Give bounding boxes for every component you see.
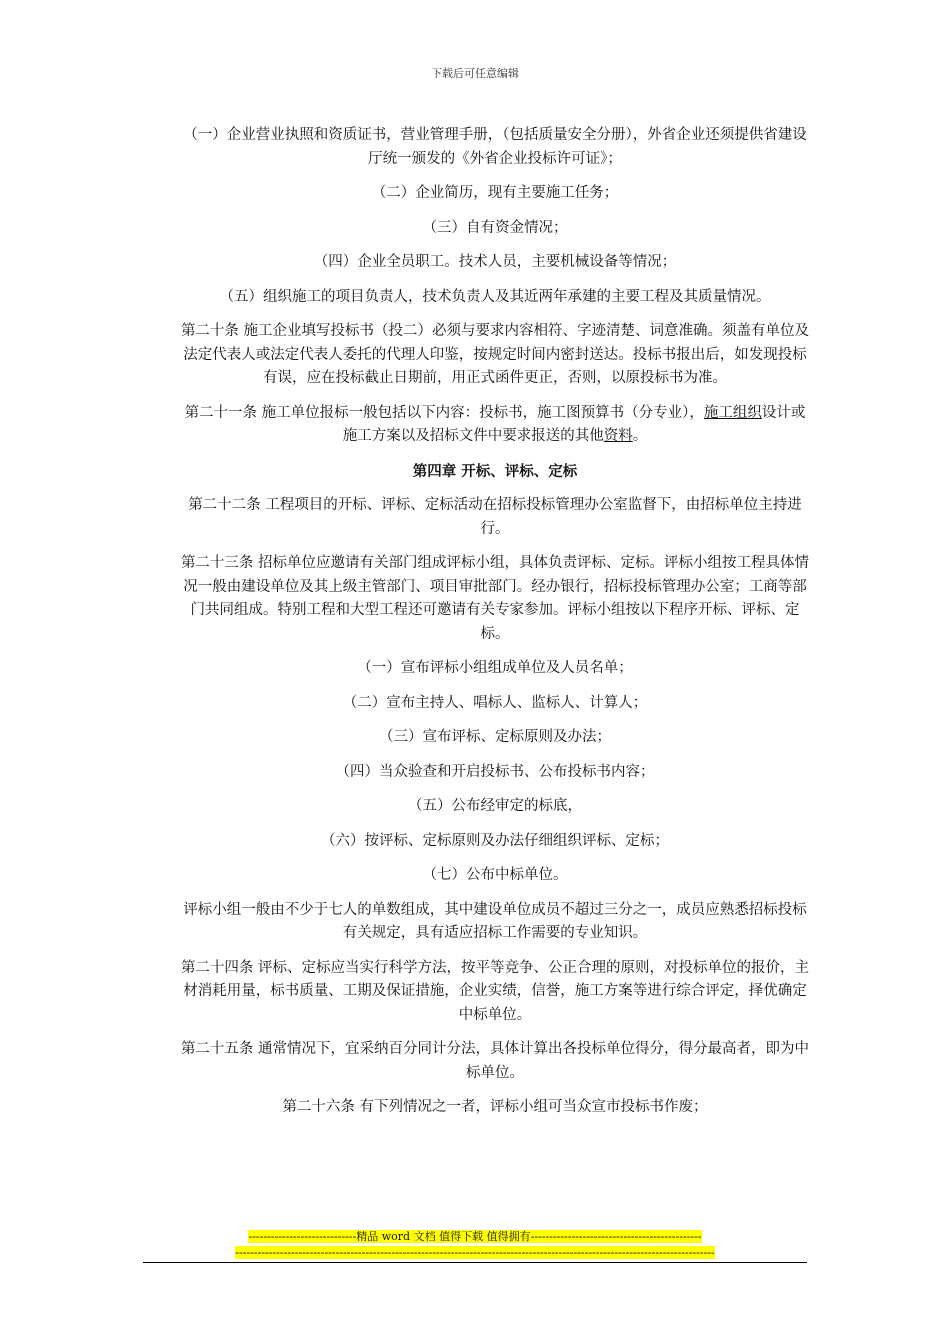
article-22: 第二十二条 工程项目的开标、评标、定标活动在招标投标管理办公室监督下，由招标单位主持进行。 (188, 497, 802, 537)
article-20: 第二十条 施工企业填写投标书（投二）必须与要求内容相符、字迹清楚、词意准确。须盖有单位及法定代表人或法定代表人委托的代理人印鉴，按规定时间内密封送达。投标书报出后，如发现投标有误，应在投标截止日期前，用正式函件更正，否则，以原投标书为准。 (180, 323, 810, 386)
procedure-item-1: （一）宣布评标小组组成单位及人员名单； (357, 660, 633, 676)
footer-line-1 (0, 1229, 950, 1244)
paragraph-item-1: （一）企业营业执照和资质证书，营业管理手册，（包括质量安全分册），外省企业还须提供省建设厅统一颁发的《外省企业投标许可证》； (183, 127, 807, 167)
procedure-item-4: （四）当众验查和开启投标书、公布投标书内容； (335, 763, 655, 780)
chapter-heading: 第四章 开标、评标、定标 (412, 462, 578, 480)
document-body (180, 124, 810, 1131)
footer-line-2-text: --------------------------------------------------------------------------------------------------------------------------------- (235, 1246, 715, 1259)
article-21-text-b: 设计或施工方案以及招标文件中要求报送的其他 (342, 404, 806, 444)
article-21-text-a: 第二十一条 施工单位报标一般包括以下内容：投标书，施工图预算书（分专业）， (184, 404, 704, 421)
paragraph-item-4: （四）企业全员职工。技术人员，主要机械设备等情况； (313, 254, 677, 270)
article-23: 第二十三条 招标单位应邀请有关部门组成评标小组，具体负责评标、定标。评标小组按工程具体情况一般由建设单位及其上级主管部门、项目审批部门。经办银行，招标投标管理办公室；工商等部门共同组成。特别工程和大型工程还可邀请有关专家参加。评标小组按以下程序开标、评标、定标。 (180, 555, 810, 642)
footer-line-1-text: -----------------------------精品 word 文档 值得下载 值得拥有---------------------------------------------- (248, 1230, 702, 1243)
procedure-item-2: （二）宣布主持人、唱标人、监标人、计算人； (342, 694, 648, 711)
page-header: 下载后可任意编辑 (431, 67, 519, 80)
article-26: 第二十六条 有下列情况之一者，评标小组可当众宣市投标书作废； (282, 1099, 708, 1115)
footer-divider (143, 1262, 807, 1263)
footer-line-2 (0, 1245, 950, 1260)
article-21-text-c: 。 (632, 428, 648, 444)
procedure-item-6: （六）按评标、定标原则及办法仔细组织评标、定标； (321, 832, 669, 849)
paragraph-item-3: （三）自有资金情况； (422, 219, 568, 236)
paragraph-item-2: （二）企业简历，现有主要施工任务； (371, 185, 619, 201)
article-21 (180, 402, 810, 449)
link-construction-org[interactable]: 施工组织 (703, 404, 762, 421)
procedure-item-7: （七）公布中标单位。 (422, 867, 568, 883)
article-24: 第二十四条 评标、定标应当实行科学方法，按平等竞争、公正合理的原则，对投标单位的报价，主材消耗用量，标书质量、工期及保证措施，企业实绩，信誉，施工方案等进行综合评定，择优确定中标单位。 (180, 959, 810, 1023)
article-25: 第二十五条 通常情况下，宜采纳百分同计分法，具体计算出各投标单位得分，得分最高者，即为中标单位。 (180, 1041, 810, 1081)
procedure-item-3: （三）宣布评标、定标原则及办法； (379, 729, 611, 745)
paragraph-item-5: （五）组织施工的项目负责人，技术负责人及其近两年承建的主要工程及其质量情况。 (219, 288, 771, 305)
committee-paragraph: 评标小组一般由不少于七人的单数组成，其中建设单位成员不超过三分之一，成员应熟悉招标投标有关规定，具有适应招标工作需要的专业知识。 (183, 901, 807, 941)
link-materials[interactable]: 资料 (603, 428, 633, 444)
procedure-item-5: （五）公布经审定的标底， (408, 798, 582, 814)
